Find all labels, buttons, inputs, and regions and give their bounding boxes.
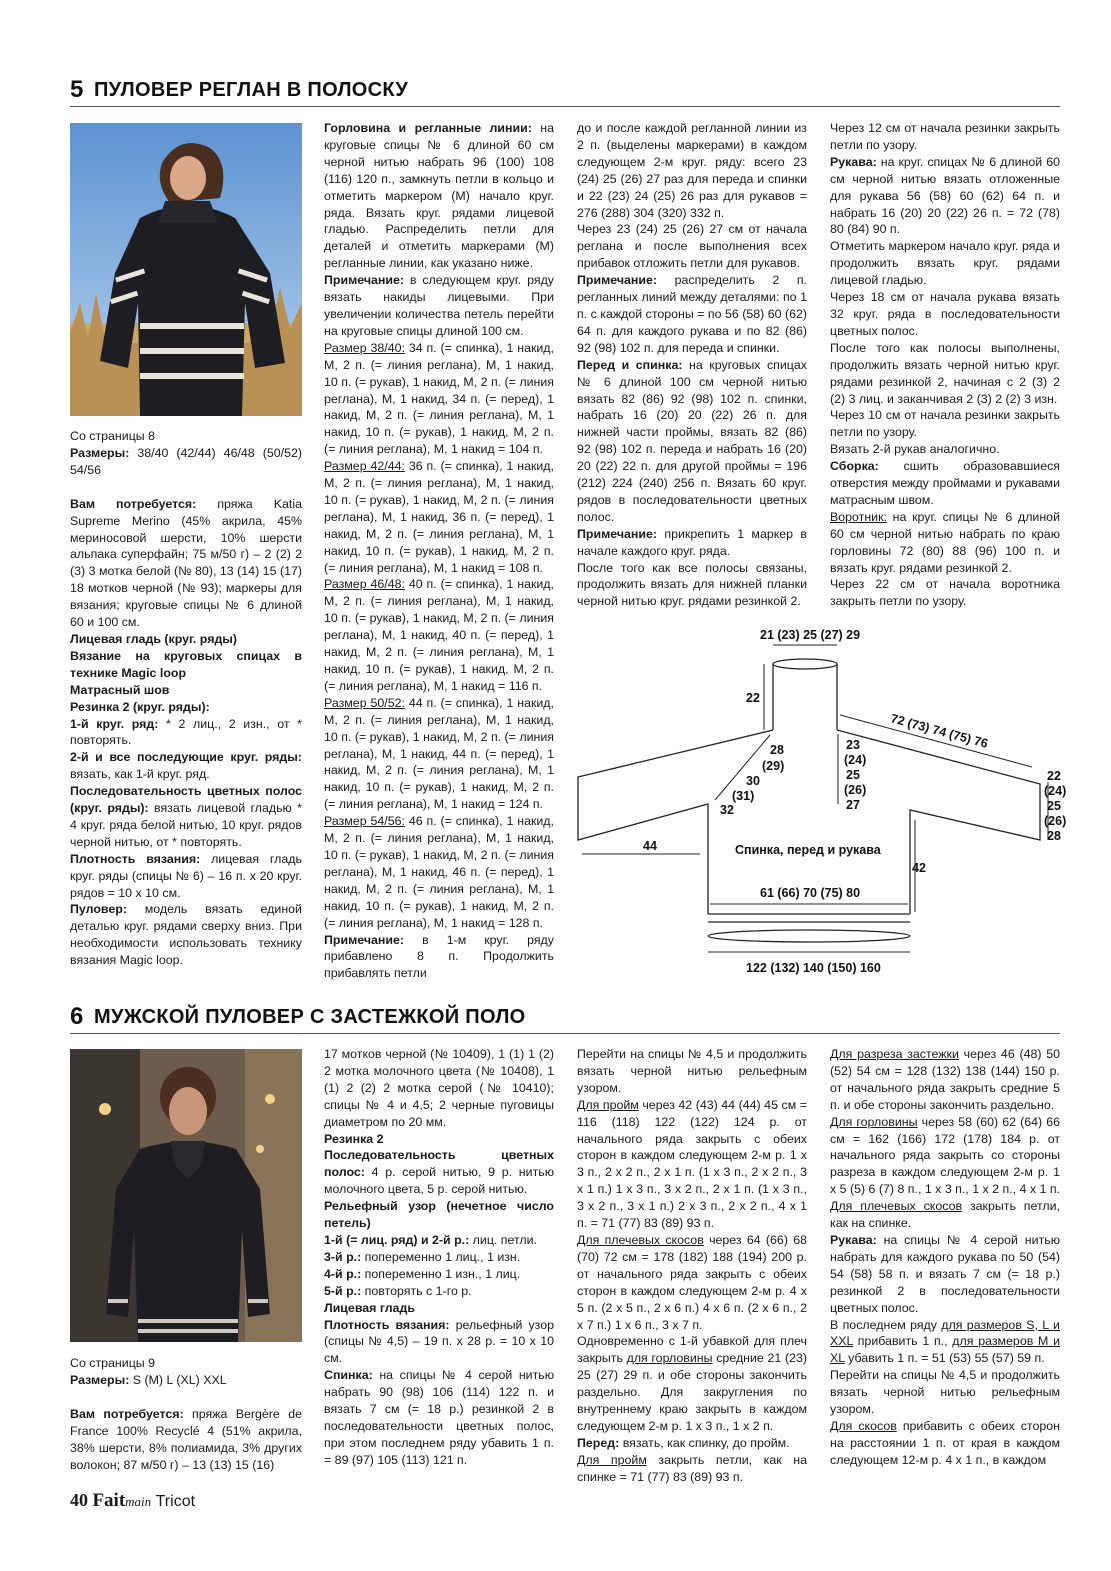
sleeves-text: на круг. спицах № 6 длиной 60 см черной нитью вязать отложенные для рукава 56 (58) 60 (62) 64 п. и набрать 16 (20) 20 (22) 26 п. = 72 (78) 80 (84) 90 п. [830, 154, 1061, 237]
paragraph: После того как все полосы связаны, продолжить вязать для нижней планки черной нитью круг. рядами резинкой 2. [577, 560, 807, 609]
paragraph: Перейти на спицы № 4,5 и продолжить вязать черной нитью рельефным узором. [830, 1368, 1060, 1417]
size-label: Размер 54/56: [324, 814, 405, 829]
shoulder-text: через 64 (66) 68 (70) 72 см = 178 (182) 188 (194) 200 р. от начального ряда закрыть с обеих сторон в каждом следующем 2-м р. 4 х 5 п. (2 х 5 п., 2 х 6 п.) 4 х 6 п. (2 х 6 п., 2 х 7 п.) 1 х 6 п., 3 х 7 п. [577, 1232, 808, 1332]
size-label: Размер 50/52: [324, 695, 405, 710]
body-height-label: 42 [912, 861, 926, 875]
row-label: 2-й и все последующие круг. ряды: [70, 750, 302, 765]
raglan-depth-label: (31) [732, 789, 755, 803]
sizes-value: 38/40 (42/44) 46/48 (50/52) 54/56 [70, 445, 302, 477]
row-label: 5-й р.: [324, 1283, 362, 1298]
row-label: 3-й р.: [324, 1249, 362, 1264]
technique-heading: Матрасный шов [70, 682, 170, 697]
stripe-sequence-label: Последовательность цветных полос (круг. ряды): [70, 784, 302, 816]
shoulder-text: закрыть петли, как на спинке. [830, 1199, 1060, 1231]
back-label: Спинка: [324, 1368, 373, 1383]
neckline-label: для горловины [626, 1351, 713, 1366]
collar-text: на круг. спицы № 6 длиной 60 см черной нитью набрать по краю горловины 72 (80) 88 (96) 100 п. и вязать круг. рядами резинкой 2. [830, 509, 1060, 575]
paragraph: Через 10 см от начала резинки закрыть петли по узору. [830, 408, 1060, 440]
section-5-column-1 [70, 428, 302, 980]
note-text: распределить 2 п. регланных линий между деталями: по 1 п. с каждой стороны = по 56 (58) 60 (62) 64 п. для каждого рукава и по 82 (86) 92 (98) 102 п. для переда и спинки. [577, 273, 807, 355]
slit-text: через 46 (48) 50 (52) 54 см = 128 (132) 138 (144) 150 р. от начального ряда закрыть средние 5 п. и обе стороны закончить раздельно. [830, 1047, 1061, 1112]
page-number: 40 [70, 1490, 88, 1510]
gauge-text: рельефный узор (спицы № 4,5) – 19 п. х 28 р. = 10 х 10 см. [324, 1317, 554, 1366]
size-text: 40 п. (= спинка), 1 накид, М, 2 п. (= линия реглана), М, 1 накид, 10 п. (= рукав), 1 накид, М, 2 п. (= линия реглана), М, 1 накид, 40 п. (= перед), 1 накид, М, 2 п. (= линия реглана), М, 1 накид, 10 п. (= рукав), 1 накид, М, 2 п. (= линия реглана), М, 1 накид = 116 п. [324, 577, 554, 693]
raglan-depth-label: (29) [762, 759, 785, 773]
size-text: 44 п. (= спинка), 1 накид, М, 2 п. (= линия реглана), М, 1 накид, 10 п. (= рукав), 1 накид, М, 2 п. (= линия реглана), М, 1 накид, 44 п. (= перед), 1 накид, М, 2 п. (= линия реглана), М, 1 накид, 10 п. (= рукав), 1 накид, М, 2 п. (= линия реглана), М, 1 накид = 124 п. [324, 695, 554, 812]
row-label: 1-й круг. ряд: [70, 716, 159, 731]
note-text: в следующем круг. ряду вязать накиды лицевыми. При увеличении количества петель перейти на круговые спицы длиной 100 см. [324, 273, 554, 338]
note-label: Примечание: [324, 273, 405, 288]
paragraph: Через 12 см от начала резинки закрыть петли по узору. [830, 121, 1060, 152]
paragraph: прибавить 1 п., [857, 1334, 948, 1349]
note-text: в 1-м круг. ряду прибавлено 8 п. Продолжить прибавлять петли [324, 932, 554, 981]
neck-width-label: 21 (23) 25 (27) 29 [760, 628, 861, 642]
center-depth-label: 27 [846, 798, 860, 812]
armhole-label: Для пройм [577, 1452, 647, 1467]
shoulder-label: Для плечевых скосов [830, 1199, 963, 1214]
schema-caption: Спинка, перед и рукава [735, 843, 881, 857]
size-text: 46 п. (= спинка), 1 накид, М, 2 п. (= линия реглана), М, 1 накид, 10 п. (= рукав), 1 накид, М, 2 п. (= линия реглана), М, 1 накид, 46 п. (= перед), 1 накид, М, 2 п. (= линия реглана), М, 1 накид, 10 п. (= рукав), 1 накид, М, 2 п. (= линия реглана), М, 1 накид = 128 п. [324, 814, 554, 930]
sizes-value: S (M) L (XL) XXL [132, 1372, 227, 1387]
technique-heading: Резинка 2 [324, 1131, 384, 1146]
raglan-depth-label: 30 [746, 774, 760, 788]
stripe-sequence-text: 4 р. серой нитью, 9 р. нитью молочного цвета, 5 р. серой нитью. [324, 1165, 554, 1197]
section-6-column-4 [830, 1046, 1060, 1480]
technique-heading: Вязание на круговых спицах в технике Magic loop [70, 648, 302, 680]
size-text: 36 п. (= спинка), 1 накид, М, 2 п. (= линия реглана), М, 1 накид, 10 п. (= рукав), 1 накид, М, 2 п. (= линия реглана), М, 1 накид, 36 п. (= перед), 1 накид, М, 2 п. (= линия реглана), М, 1 накид, 10 п. (= рукав), 1 накид, М, 2 п. (= линия реглана), М, 1 накид = 108 п. [324, 459, 554, 575]
paragraph: до и после каждой регланной линии из 2 п. (выделены маркерами) в каждом следующем 2-м круг. ряду: всего 23 (24) 25 (26) 27 раз для переда и спинки и 22 (23) 24 (25) 26 раз для рукавов = 276 (288) 304 (320) 332 п. [577, 121, 807, 220]
sleeves-label: Рукава: [830, 154, 877, 169]
magazine-logo [92, 1490, 151, 1511]
collar-height-label: 22 [746, 691, 760, 705]
materials-text: пряжа Katia Supreme Merino (45% акрила, 45% мериносовой шерсти, 10% шерсти альпака суперфайн; 75 м/50 г) – 2 (2) 2 (3) 3 мотка белой (№ 80), 13 (14) 15 (17) 18 мотков черной (№ 93); маркеры для вязания; круговые спицы № 6 длиной 60 и 100 см. [70, 496, 302, 630]
pattern-schematic [570, 622, 1067, 982]
paragraph: Отметить маркером начало круг. ряда и продолжить вязать круг. рядами лицевой гладью. [830, 239, 1060, 288]
technique-heading: Лицевая гладь [324, 1300, 415, 1315]
row-text: попеременно 1 изн., 1 лиц. [364, 1266, 521, 1281]
row-text: * 2 лиц., 2 изн., от * повторять. [70, 716, 302, 748]
materials-text: пряжа Bergère de France 100% Recyclé 4 (51% акрила, 38% шерсти, 8% полиамида, 3% других волокон; 87 м/50 г) – 13 (13) 15 (16) [70, 1406, 302, 1472]
paragraph: средние 21 (23) 25 (27) 29 п. и обе стороны закончить раздельно. Для закругления по внутреннему краю закрыть в каждом следующем 2-м р. 1 х 3 п., 1 х 2 п. [577, 1351, 807, 1433]
section-6-column-2 [324, 1046, 554, 1480]
front-back-label: Перед и спинка: [577, 357, 683, 372]
source-page: Со страницы 8 [70, 429, 156, 443]
slit-label: Для разреза застежки [830, 1047, 959, 1061]
center-depth-label: (24) [844, 753, 867, 767]
paragraph: После того как полосы выполнены, продолжить вязать черной нитью круг. рядами резинкой 2, начиная с 2 (3) 2 (2) 3 лиц. и заканчивая 2 (3) 2 (2) 3 изн. [830, 340, 1060, 406]
size-label: для размеров M и XL [830, 1334, 1061, 1366]
note-text: прикрепить 1 маркер в начале каждого круг. ряда. [577, 526, 807, 558]
size-text: 34 п. (= спинка), 1 накид, М, 2 п. (= линия реглана), М, 1 накид, 10 п. (= рукав), 1 накид, М, 2 п. (= линия реглана), М, 1 накид, 34 п. (= перед), 1 накид, М, 2 п. (= линия реглана), М, 1 накид, 10 п. (= рукав), 1 накид, М, 2 п. (= линия реглана), М, 1 накид = 104 п. [324, 340, 554, 457]
center-depth-label: 25 [846, 768, 860, 782]
technique-heading: Лицевая гладь (круг. ряды) [70, 631, 238, 646]
source-page: Со страницы 9 [70, 1356, 156, 1370]
sleeves-label: Рукава: [830, 1232, 877, 1247]
paragraph: Через 23 (24) 25 (26) 27 см от начала реглана и после выполнения всех прибавок отложить петли для рукавов. [577, 222, 807, 271]
neckline-label: Горловина и регланные линии: [324, 121, 532, 135]
paragraph: В последнем ряду [830, 1317, 937, 1332]
section-title: МУЖСКОЙ ПУЛОВЕР С ЗАСТЕЖКОЙ ПОЛО [94, 1006, 526, 1028]
magazine-name: Tricot [155, 1493, 196, 1510]
assembly-label: Сборка: [830, 459, 879, 474]
section-5-column-4 [830, 120, 1060, 620]
row-text: вязать, как 1-й круг. ряд. [70, 767, 210, 782]
back-text: на спицы № 4 серой нитью набрать 90 (98) 106 (114) 122 п. и вязать 7 см (= 18 р.) резинкой 2 в последовательности цветных полос, при этом последнем ряду убавить 1 п. = 89 (97) 105 (113) 121 п. [324, 1368, 555, 1467]
section-6-header [70, 1003, 1060, 1034]
row-label: 4-й р.: [324, 1266, 362, 1281]
assembly-text: сшить образовавшиеся отверстия между проймами и рукавами матрасным швом. [830, 459, 1060, 507]
section-5-header [70, 76, 1060, 107]
section-6-column-1 [70, 1355, 302, 1480]
note-label: Примечание: [324, 932, 405, 947]
paragraph: Вязать 2-й рукав аналогично. [830, 442, 1000, 457]
man-in-polo-sweater-photo [70, 1049, 302, 1342]
note-label: Примечание: [577, 526, 658, 541]
row-text: повторять с 1-го р. [364, 1283, 472, 1298]
size-label: Размер 42/44: [324, 459, 405, 474]
materials-label: Вам потребуется: [70, 1406, 184, 1421]
section-number: 5 [70, 76, 84, 103]
size-label: для размеров S, L и XXL [830, 1317, 1060, 1349]
paragraph: Через 18 см от начала рукава вязать 32 круг. ряда в последовательности цветных полос. [830, 290, 1060, 338]
raglan-depth-label: 32 [720, 803, 734, 817]
section-number: 6 [70, 1003, 84, 1030]
section-6-column-3 [577, 1046, 808, 1484]
wrist-label: (26) [1044, 814, 1067, 828]
armhole-text: закрыть петли, как на спинке = 71 (77) 83 (89) 93 п. [577, 1452, 807, 1484]
section-5-column-3 [577, 120, 807, 620]
armhole-text: через 42 (43) 44 (44) 45 см = 116 (118) 122 (122) 124 р. от начального ряда закрыть с обеих сторон в каждом следующем 2-м р. 1 х 3 п., 2 х 2 п., 2 х 1 п. (1 х 3 п., 2 х 2 п., 3 х 1 п.) 1 х 3 п., 3 х 2 п., 2 х 1 п. (1 х 3 п., 3 х 2 п., 3 х 1 п.) 2 х 3 п., 2 х 2 п., 4 х 1 п. = 71 (77) 83 (89) 93 п. [577, 1097, 807, 1231]
wrist-label: (24) [1044, 784, 1067, 798]
gauge-label: Плотность вязания: [324, 1317, 450, 1332]
size-label: Размер 46/48: [324, 577, 405, 592]
note-label: Примечание: [577, 273, 658, 288]
cuff-label: 44 [643, 839, 657, 853]
sizes-label: Размеры: [70, 1372, 130, 1387]
neckline-text: на круговые спицы № 6 длиной 60 см черной нитью набрать 96 (100) 108 (116) 120 п., замкнуть петли в кольцо и отметить маркером (М) начало круг. ряда. Вязать круг. рядами лицевой гладью. Распределить петли для деталей и отметить маркерами (М) регланные линии, как указано ниже. [324, 121, 554, 271]
woman-in-striped-sweater-photo [70, 123, 302, 416]
paragraph: убавить 1 п. = 51 (53) 55 (57) 59 п. [848, 1351, 1045, 1366]
paragraph: Через 22 см от начала воротника закрыть петли по узору. [830, 577, 1060, 609]
materials-label: Вам потребуется: [70, 496, 197, 511]
stripe-sequence-label: Последовательность цветных полос: [324, 1148, 554, 1180]
sizes-label: Размеры: [70, 445, 130, 460]
front-label: Перед: [577, 1435, 620, 1450]
paragraph: 17 мотков черной (№ 10409), 1 (1) 1 (2) 2 мотка молочного цвета (№ 10408), 1 (1) 2 (2) 2 мотка серой (№ 10410); спицы № 4 и 4,5; 2 черные пуговицы диаметром по 20 мм. [324, 1047, 554, 1129]
paragraph: Одновременно с 1-й убавкой для плеч закрыть [577, 1334, 807, 1366]
bevel-text: прибавить с обеих сторон на расстоянии 1 п. от края в каждом следующем 12-м р. 4 х 1 п., в каждом [830, 1418, 1060, 1467]
sleeves-text: на спицы № 4 серой нитью набрать для каждого рукава по 50 (54) 54 (58) 58 п. и вязать 7 см (= 18 р.) резинкой 2 в последовательности цветных полос. [830, 1232, 1060, 1315]
technique-heading: Резинка 2 (круг. ряды): [70, 699, 210, 714]
neckline-label: Для горловины [830, 1114, 918, 1129]
brand-name: Fait [92, 1490, 126, 1511]
collar-label: Воротник: [830, 509, 887, 524]
gauge-label: Плотность вязания: [70, 851, 201, 866]
neckline-text: через 58 (60) 62 (64) 66 см = 162 (166) 172 (178) 184 р. от начального ряда закрыть со стороны разреза в каждом следующем 2-м р. 1 х 5 (5) 6 (7) 8 п., 1 х 3 п., 1 х 2 п., 4 х 1 п. [830, 1114, 1060, 1197]
center-depth-label: 23 [846, 738, 860, 752]
body-width-label: 61 (66) 70 (75) 80 [760, 886, 861, 900]
size-label: Размер 38/40: [324, 340, 405, 355]
pullover-text: модель вязать единой деталью круг. рядами сверху вниз. При необходимости использовать технику вязания Magic loop. [70, 902, 302, 968]
section-5-column-2 [324, 120, 554, 980]
technique-heading: Рельефный узор (нечетное число петель) [324, 1199, 554, 1231]
armhole-label: Для пройм [577, 1097, 639, 1112]
wrist-label: 25 [1047, 799, 1061, 813]
row-text: лиц. петли. [472, 1232, 537, 1247]
section-title: ПУЛОВЕР РЕГЛАН В ПОЛОСКУ [94, 79, 409, 101]
page-footer [70, 1490, 195, 1516]
pullover-label: Пуловер: [70, 902, 127, 917]
wrist-label: 22 [1047, 769, 1061, 783]
row-text: попеременно 1 лиц., 1 изн. [364, 1249, 521, 1264]
wrist-label: 28 [1047, 829, 1061, 843]
front-text: вязать, как спинку, до пройм. [622, 1435, 790, 1450]
shoulder-label: Для плечевых скосов [577, 1232, 704, 1247]
raglan-depth-label: 28 [770, 743, 784, 757]
paragraph: Перейти на спицы № 4,5 и продолжить вязать черной нитью рельефным узором. [577, 1047, 807, 1095]
gauge-text: лицевая гладь круг. ряды (спицы № 6) – 16 п. х 20 круг. рядов = 10 х 10 см. [70, 851, 302, 900]
bevel-label: Для скосов [830, 1418, 897, 1433]
stripe-sequence-text: вязать лицевой гладью * 4 круг. ряда белой нитью, 10 круг. рядов черной нитью, от * повторять. [70, 801, 302, 849]
sleeve-length-label: 72 (73) 74 (75) 76 [889, 711, 990, 751]
center-depth-label: (26) [844, 783, 867, 797]
front-back-text: на круговых спицах № 6 длиной 100 см черной нитью вязать 82 (86) 92 (98) 102 п. спинки, набрать 16 (20) 20 (22) 26 п. для нижней части проймы, вязать 82 (86) 92 (98) 102 п. переда и набрать 16 (20) 20 (22) 22 п. для другой проймы = 196 (212) 224 (240) 256 п. Вязать 60 круг. рядов в последовательности цветных полос. [577, 357, 807, 524]
brand-script: main [125, 1494, 152, 1509]
circumference-label: 122 (132) 140 (150) 160 [746, 961, 881, 975]
row-label: 1-й (= лиц. ряд) и 2-й р.: [324, 1232, 470, 1247]
